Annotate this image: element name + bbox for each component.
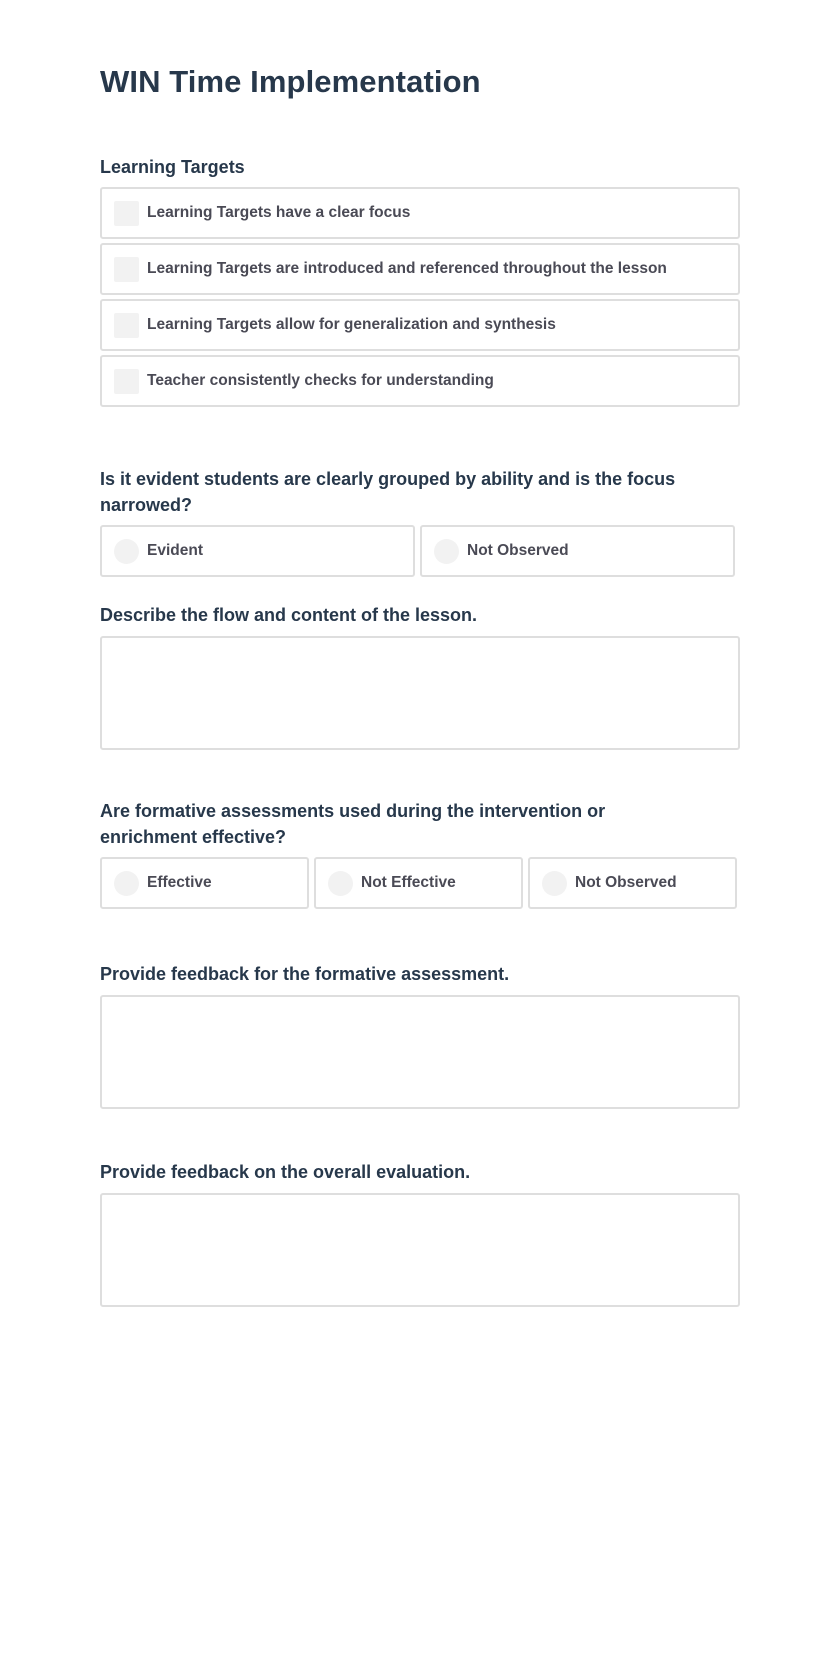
- overall-feedback-label: Provide feedback on the overall evaluation.: [100, 1162, 471, 1182]
- radio-icon[interactable]: [114, 539, 139, 564]
- learning-targets-label: Learning Targets: [100, 157, 245, 177]
- checkbox-icon[interactable]: [114, 257, 139, 282]
- lesson-flow-textarea[interactable]: [100, 636, 740, 750]
- radio-label: Not Observed: [467, 542, 569, 559]
- grouping-label: Is it evident students are clearly grouped by ability and is the focus narrowed?: [100, 469, 676, 515]
- lesson-flow-section: [100, 602, 740, 750]
- overall-feedback-textarea[interactable]: [100, 1193, 740, 1307]
- checkbox-option-checks-understanding[interactable]: [100, 355, 740, 407]
- checkbox-label: Teacher consistently checks for understanding: [147, 372, 494, 389]
- formative-radio-group: [100, 857, 740, 909]
- radio-option-not-effective[interactable]: [314, 857, 523, 909]
- checkbox-icon[interactable]: [114, 201, 139, 226]
- lesson-flow-label: Describe the flow and content of the lesson.: [100, 605, 478, 625]
- radio-option-not-observed[interactable]: [420, 525, 735, 577]
- radio-label: Effective: [147, 874, 212, 891]
- radio-option-not-observed-formative[interactable]: [528, 857, 737, 909]
- formative-feedback-section: [100, 961, 740, 1109]
- form-content: [100, 62, 740, 1182]
- radio-option-evident[interactable]: [100, 525, 415, 577]
- checkbox-option-introduced-referenced[interactable]: [100, 243, 740, 295]
- radio-option-effective[interactable]: [100, 857, 309, 909]
- radio-label: Evident: [147, 542, 203, 559]
- checkbox-option-clear-focus[interactable]: [100, 187, 740, 239]
- grouping-section: [100, 466, 740, 577]
- overall-feedback-section: [100, 1159, 740, 1307]
- radio-icon[interactable]: [542, 871, 567, 896]
- radio-icon[interactable]: [114, 871, 139, 896]
- radio-icon[interactable]: [328, 871, 353, 896]
- checkbox-icon[interactable]: [114, 313, 139, 338]
- formative-feedback-label: Provide feedback for the formative assessment.: [100, 964, 510, 984]
- grouping-radio-group: [100, 525, 740, 577]
- radio-label: Not Effective: [361, 874, 456, 891]
- checkbox-label: Learning Targets allow for generalization and synthesis: [147, 316, 556, 333]
- checkbox-label: Learning Targets have a clear focus: [147, 204, 411, 221]
- checkbox-option-generalization-synthesis[interactable]: [100, 299, 740, 351]
- formative-feedback-textarea[interactable]: [100, 995, 740, 1109]
- checkbox-icon[interactable]: [114, 369, 139, 394]
- formative-section: [100, 798, 740, 909]
- page-title: WIN Time Implementation: [100, 64, 481, 99]
- learning-targets-section: [100, 154, 740, 411]
- radio-label: Not Observed: [575, 874, 677, 891]
- checkbox-label: Learning Targets are introduced and referenced throughout the lesson: [147, 260, 667, 277]
- formative-label: Are formative assessments used during the intervention or enrichment effective?: [100, 801, 606, 847]
- radio-icon[interactable]: [434, 539, 459, 564]
